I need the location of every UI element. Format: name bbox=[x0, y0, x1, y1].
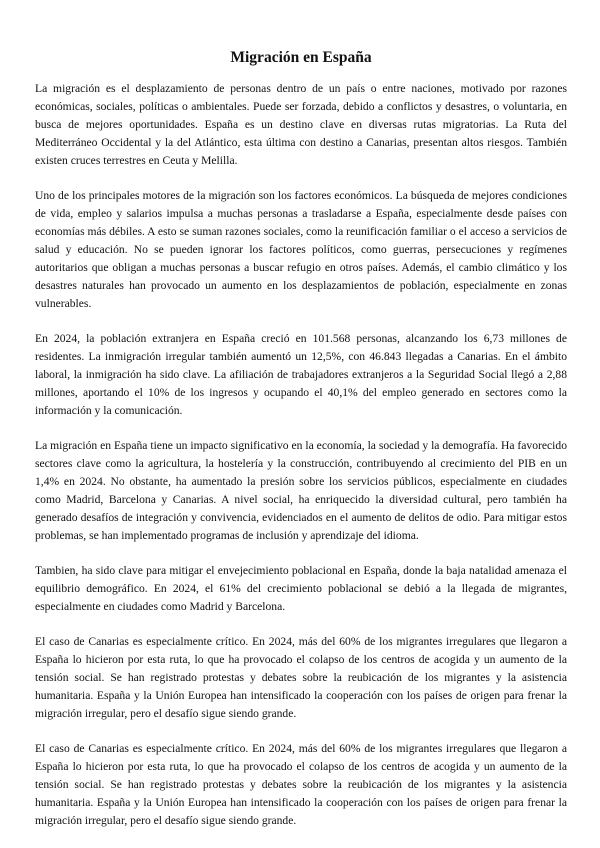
paragraph-canarias: El caso de Canarias es especialmente crítico. En 2024, más del 60% de los migrantes irregulares que llegaron a España lo hicieron por esta ruta, lo que ha provocado el colapso de los centros de acogida y un aumento de la tensión social. Se han registrado protestas y debates sobre la reubicación de los migrantes y la asistencia humanitaria. España y la Unión Europea han intensificado la cooperación con los países de origen para frenar la migración irregular, pero el desafío sigue siendo grande. bbox=[35, 635, 567, 720]
paragraph-datos-2024: En 2024, la población extranjera en España creció en 101.568 personas, alcanzando los 6,73 millones de residentes. La inmigración irregular también aumentó un 12,5%, con 46.843 llegadas a Canarias. En el ámbito laboral, la inmigración ha sido clave. La afiliación de trabajadores extranjeros a la Seguridad Social llegó a 2,88 millones, aportando el 10% de los ingresos y ocupando el 40,1% del empleo generado en sectores como la información y la comunicación. bbox=[35, 332, 567, 417]
document-page bbox=[35, 48, 567, 847]
document-title: Migración en España bbox=[230, 49, 372, 66]
paragraph-impacto: La migración en España tiene un impacto significativo en la economía, la sociedad y la demografía. Ha favorecido sectores clave como la agricultura, la hostelería y la construcción, contribuyendo al crecimiento del PIB en un 1,4% en 2024. No obstante, ha aumentado la presión sobre los servicios públicos, especialmente en ciudades como Madrid, Barcelona y Canarias. A nivel social, ha enriquecido la diversidad cultural, pero también ha generado desafíos de integración y convivencia, evidenciados en el aumento de delitos de odio. Para mitigar estos problemas, se han implementado programas de inclusión y aprendizaje del idioma. bbox=[35, 439, 567, 542]
paragraph-canarias-repetido: El caso de Canarias es especialmente crítico. En 2024, más del 60% de los migrantes irregulares que llegaron a España lo hicieron por esta ruta, lo que ha provocado el colapso de los centros de acogida y un aumento de la tensión social. Se han registrado protestas y debates sobre la reubicación de los migrantes y la asistencia humanitaria. España y la Unión Europea han intensificado la cooperación con los países de origen para frenar la migración irregular, pero el desafío sigue siendo grande. bbox=[35, 742, 567, 827]
paragraph-intro: La migración es el desplazamiento de personas dentro de un país o entre naciones, motivado por razones económicas, sociales, políticas o ambientales. Puede ser forzada, debido a conflictos y desastres, o voluntaria, en busca de mejores oportunidades. España es un destino clave en diversas rutas migratorias. La Ruta del Mediterráneo Occidental y la del Atlántico, esta última con destino a Canarias, presentan altos riesgos. También existen cruces terrestres en Ceuta y Melilla. bbox=[35, 82, 567, 167]
paragraph-envejecimiento: Tambien, ha sido clave para mitigar el envejecimiento poblacional en España, donde la baja natalidad amenaza el equilibrio demográfico. En 2024, el 61% del crecimiento poblacional se debió a la llegada de migrantes, especialmente en ciudades como Madrid y Barcelona. bbox=[35, 564, 567, 613]
paragraph-motivos: Uno de los principales motores de la migración son los factores económicos. La búsqueda de mejores condiciones de vida, empleo y salarios impulsa a muchas personas a trasladarse a España, especialmente desde países con economías más débiles. A esto se suman razones sociales, como la reunificación familiar o el acceso a servicios de salud y educación. No se pueden ignorar los factores políticos, como guerras, persecuciones y regímenes autoritarios que obligan a muchas personas a buscar refugio en otros países. Además, el cambio climático y los desastres naturales han provocado un aumento en los desplazamientos de población, especialmente en zonas vulnerables. bbox=[35, 189, 567, 310]
